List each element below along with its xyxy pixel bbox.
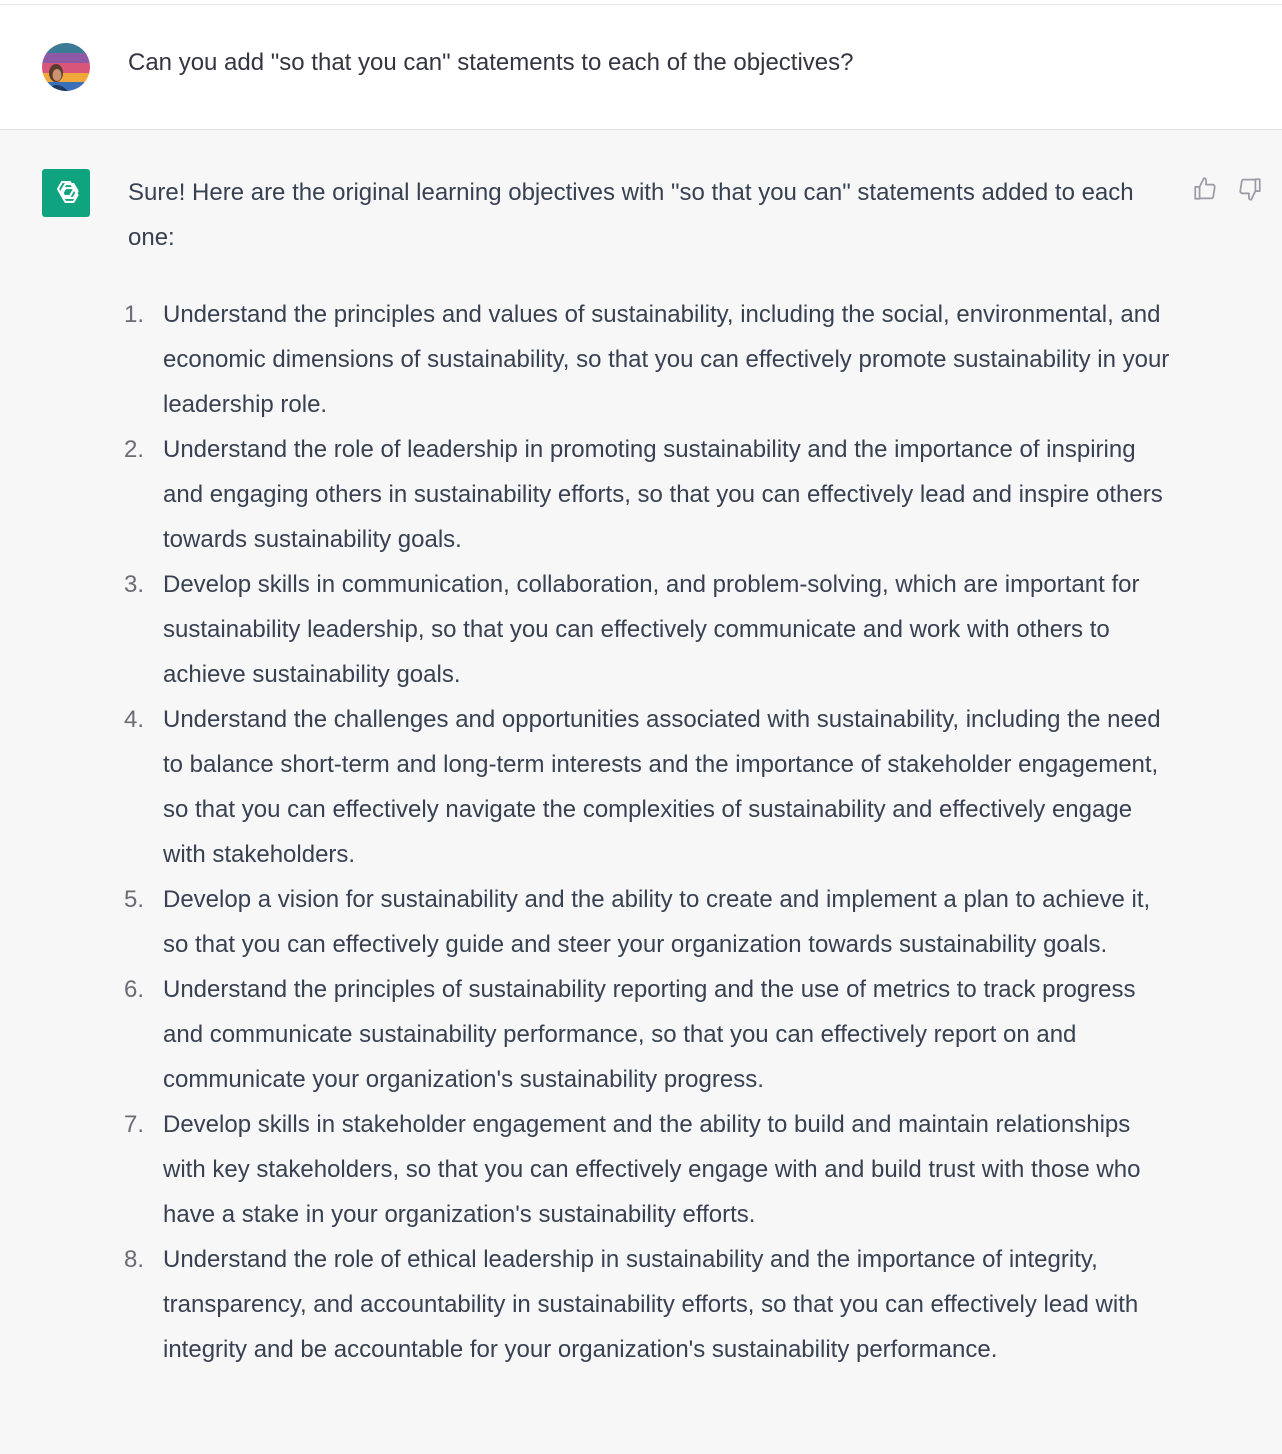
list-item — [124, 877, 1173, 967]
list-item — [124, 1237, 1173, 1372]
thumbs-down-button[interactable] — [1235, 174, 1265, 204]
list-item-number: 3. — [124, 571, 145, 598]
user-avatar — [42, 43, 90, 91]
list-item-number: 4. — [124, 706, 145, 733]
list-item — [124, 292, 1173, 427]
openai-logo-icon — [49, 176, 83, 210]
list-item — [124, 1102, 1173, 1237]
assistant-avatar — [42, 169, 90, 217]
user-message-row — [0, 5, 1282, 130]
user-avatar-stripes — [42, 43, 90, 91]
list-item-number: 8. — [124, 1246, 145, 1273]
list-item-number: 2. — [124, 436, 145, 463]
list-item-text: Develop a vision for sustainability and the ability to create and implement a plan to achieve it, so that you can effectively guide and steer your organization towards sustainability goals. — [163, 886, 1151, 958]
objectives-list — [124, 292, 1173, 1372]
list-item-text: Understand the challenges and opportunities associated with sustainability, including the need to balance short-term and long-term interests and the importance of stakeholder engagement, so that you can effectively navigate the complexities of sustainability and effectively engage with stakeholders. — [163, 706, 1161, 868]
list-item-text: Understand the principles and values of sustainability, including the social, environmental, and economic dimensions of sustainability, so that you can effectively promote sustainability in your leadership role. — [163, 301, 1170, 418]
list-item-text: Understand the role of leadership in promoting sustainability and the importance of inspiring and engaging others in sustainability efforts, so that you can effectively lead and inspire others towards sustainability goals. — [163, 436, 1163, 553]
list-item-number: 5. — [124, 886, 145, 913]
list-item-number: 7. — [124, 1111, 145, 1138]
list-item-number: 6. — [124, 976, 145, 1003]
user-message-text: Can you add "so that you can" statements to each of the objectives? — [128, 49, 854, 76]
list-item-text: Understand the principles of sustainability reporting and the use of metrics to track progress and communicate sustainability performance, so that you can effectively report on and communicate your organization's sustainability progress. — [163, 976, 1136, 1093]
list-item-text: Develop skills in stakeholder engagement and the ability to build and maintain relationships with key stakeholders, so that you can effectively engage with and build trust with those who have a stake in your organization's sustainability efforts. — [163, 1111, 1141, 1228]
assistant-intro-text: Sure! Here are the original learning objectives with "so that you can" statements added to each one: — [128, 179, 1134, 251]
thumbs-down-icon — [1237, 176, 1263, 202]
list-item-text: Understand the role of ethical leadership in sustainability and the importance of integrity, transparency, and accountability in sustainability efforts, so that you can effectively lead with integrity and be accountable for your organization's sustainability performance. — [163, 1246, 1139, 1363]
list-item — [124, 427, 1173, 562]
list-item — [124, 967, 1173, 1102]
list-item-number: 1. — [124, 301, 145, 328]
assistant-message-row — [0, 130, 1282, 1454]
thumbs-up-icon — [1192, 176, 1218, 202]
list-item-text: Develop skills in communication, collaboration, and problem-solving, which are important for sustainability leadership, so that you can effectively communicate and work with others to achieve sustainability goals. — [163, 571, 1140, 688]
list-item — [124, 562, 1173, 697]
list-item — [124, 697, 1173, 877]
thumbs-up-button[interactable] — [1190, 174, 1220, 204]
assistant-message-content — [124, 170, 1173, 1372]
